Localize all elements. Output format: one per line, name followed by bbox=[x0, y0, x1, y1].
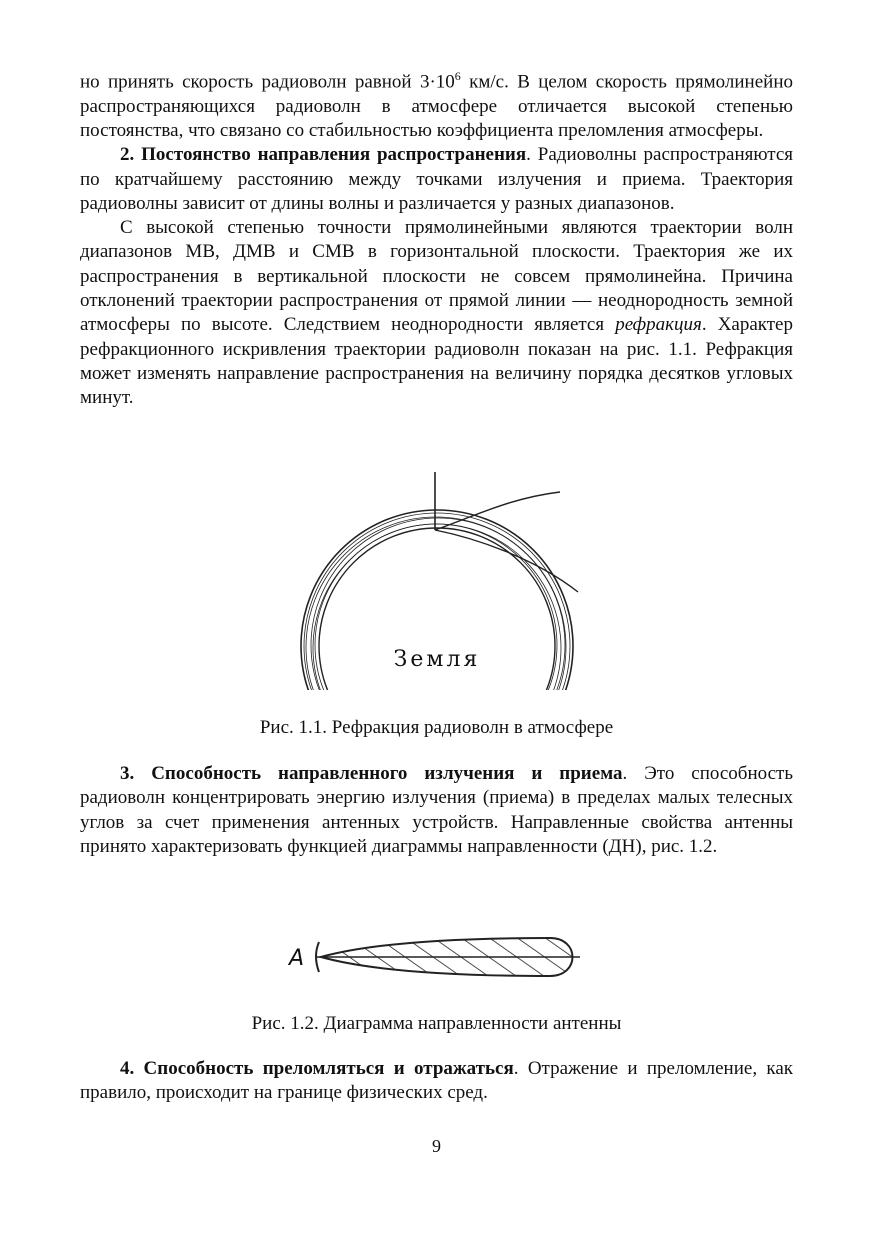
section3-paragraph bbox=[80, 762, 793, 859]
figure-refraction bbox=[80, 468, 793, 694]
section2-heading: 2. Постоянство направления распространения bbox=[120, 144, 527, 166]
intro-text-a: но принять скорость радиоволн равной 3·10 bbox=[80, 71, 455, 93]
document-page bbox=[80, 64, 794, 1156]
section4-paragraph bbox=[80, 1057, 793, 1106]
section2-paragraph bbox=[80, 143, 793, 216]
page-number: 9 bbox=[432, 1136, 441, 1156]
section4-block bbox=[80, 1057, 793, 1106]
section3-text: . Это способность радиоволн концентрировать энергию излучения (приема) в пределах малых телесных углов за счет применения антенных устройств. Направленные свойства антенны принято характеризовать функцией диаграммы направленности (ДН), рис. 1.2. bbox=[80, 763, 794, 857]
figure1-caption: Рис. 1.1. Рефракция радиоволн в атмосфере bbox=[259, 717, 614, 738]
section4-heading: 4. Способность преломляться и отражаться bbox=[120, 1058, 514, 1079]
intro-text-b: км/с. В целом скорость прямолинейно распространяющихся радиоволн в атмосфере отличается высокой степенью постоянства, что связано со стабильностью коэффициента преломления атмосферы. bbox=[80, 71, 793, 141]
earth-label: Земля bbox=[393, 647, 481, 672]
refraction-term: рефракция bbox=[615, 314, 702, 336]
figure2-caption: Рис. 1.2. Диаграмма направленности антенны bbox=[251, 1013, 622, 1034]
section4-text: . Отражение и преломление, как правило, происходит на границе физических сред. bbox=[80, 1058, 793, 1104]
section2-text: . Радиоволны распространяются по кратчайшему расстоянию между точками излучения и приема. Траектория радиоволны зависит от длины волны и различается у разных диапазонов. bbox=[80, 144, 793, 214]
antenna-pattern-diagram bbox=[285, 932, 595, 982]
refraction-diagram bbox=[295, 468, 585, 690]
refraction-text-a: С высокой степенью точности прямолинейными являются траектории волн диапазонов МВ, ДМВ и СМВ в горизонтальной плоскости. Траектория же их распространения в вертикальной плоскости не совсем прямолинейна. Причина отклонений траектории распространения от прямой линии — неоднородность земной атмосферы по высоте. Следствием неоднородности является bbox=[80, 217, 793, 336]
antenna-label: A bbox=[289, 946, 305, 971]
section3-heading: 3. Способность направленного излучения и приема bbox=[120, 763, 623, 784]
intro-exponent: 6 bbox=[454, 69, 461, 83]
intro-paragraph bbox=[80, 64, 793, 143]
section3-block bbox=[80, 762, 793, 859]
figure-antenna-pattern bbox=[80, 932, 793, 982]
refraction-paragraph bbox=[80, 216, 793, 410]
refraction-text-b: . Характер рефракционного искривления траектории радиоволн показан на рис. 1.1. Рефракция может изменять направление распространения на величину порядка десятков угловых минут. bbox=[80, 314, 793, 409]
